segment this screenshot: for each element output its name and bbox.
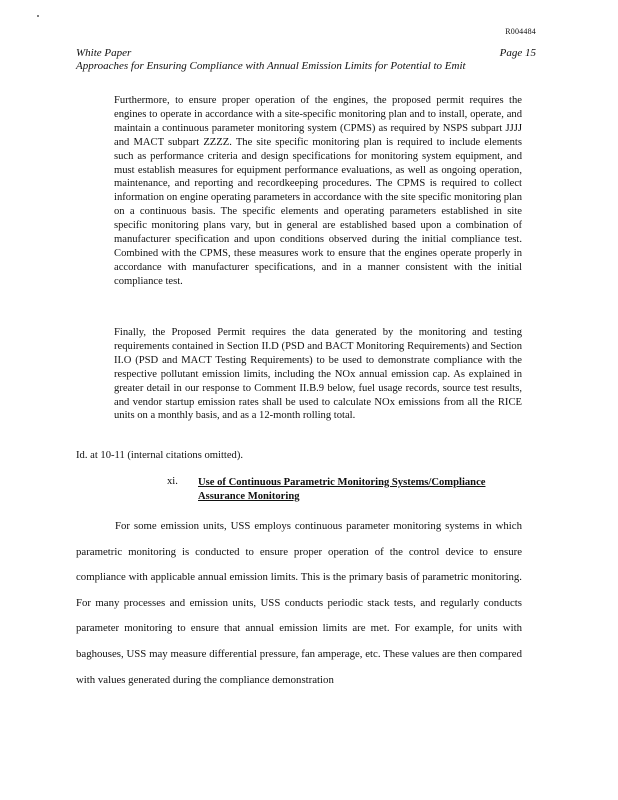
scan-speck bbox=[37, 15, 39, 17]
block-quote-paragraph-2: Finally, the Proposed Permit requires the data generated by the monitoring and testing requirements contained in Section II.D (PSD and BACT Monitoring Requirements) and Section II.O (PSD and MACT Testing Requirements) to be used to demonstrate compliance with the respective pollutant emission limits, including the NOx annual emission cap. As explained in greater detail in our response to Comment II.B.9 below, fuel usage records, source test results, and vendor startup emission rates shall be used to calculate NOx emissions from all the RICE units on a monthly basis, and as a 12-month rolling total. bbox=[114, 327, 522, 422]
document-id: R004484 bbox=[505, 27, 536, 36]
section-number: xi. bbox=[167, 476, 178, 487]
block-quote-paragraph-1: Furthermore, to ensure proper operation of the engines, the proposed permit requires the engines to operate in accordance with a site-specific monitoring plan and to install, operate, and maintain a continuous parameter monitoring system (CPMS) as required by NSPS subpart JJJJ and MACT subpart ZZZZ. The site specific monitoring plan is required to include elements such as performance criteria and design specifications for monitoring system equipment, and must establish measures for equipment performance evaluations, as well as ongoing operation, maintenance, and reporting and recordkeeping procedures. The CPMS is required to collect information on engine operating parameters in accordance with the site specific monitoring plan on a continuous basis. The specific elements and operating parameters established in site specific monitoring plans vary, but in general are established based upon a combination of manufacturer specification and upon conditions observed during the initial compliance test. Combined with the CPMS, these measures work to ensure that the engines operate properly in accordance with manufacturer specifications, and in a manner consistent with the initial compliance test. bbox=[114, 95, 522, 287]
body-paragraph: For some emission units, USS employs continuous parameter monitoring systems in which parametric monitoring is conducted to ensure proper operation of the control device to ensure compliance with applicable annual emission limits. This is the primary basis of parametric monitoring. For many processes and emission units, USS conducts periodic stack tests, and regularly conducts parameter monitoring to ensure that annual emission limits are met. For example, for units with baghouses, USS may measure differential pressure, fan amperage, etc. These values are then compared with values generated during the compliance demonstration bbox=[76, 520, 522, 686]
section-heading: Use of Continuous Parametric Monitoring Systems/Compliance Assurance Monitoring bbox=[198, 477, 486, 502]
header-title: White Paper bbox=[76, 47, 132, 59]
page-number: Page 15 bbox=[499, 47, 536, 59]
header-subtitle: Approaches for Ensuring Compliance with Annual Emission Limits for Potential to Emit bbox=[76, 60, 466, 72]
citation: Id. at 10-11 (internal citations omitted). bbox=[76, 450, 244, 461]
